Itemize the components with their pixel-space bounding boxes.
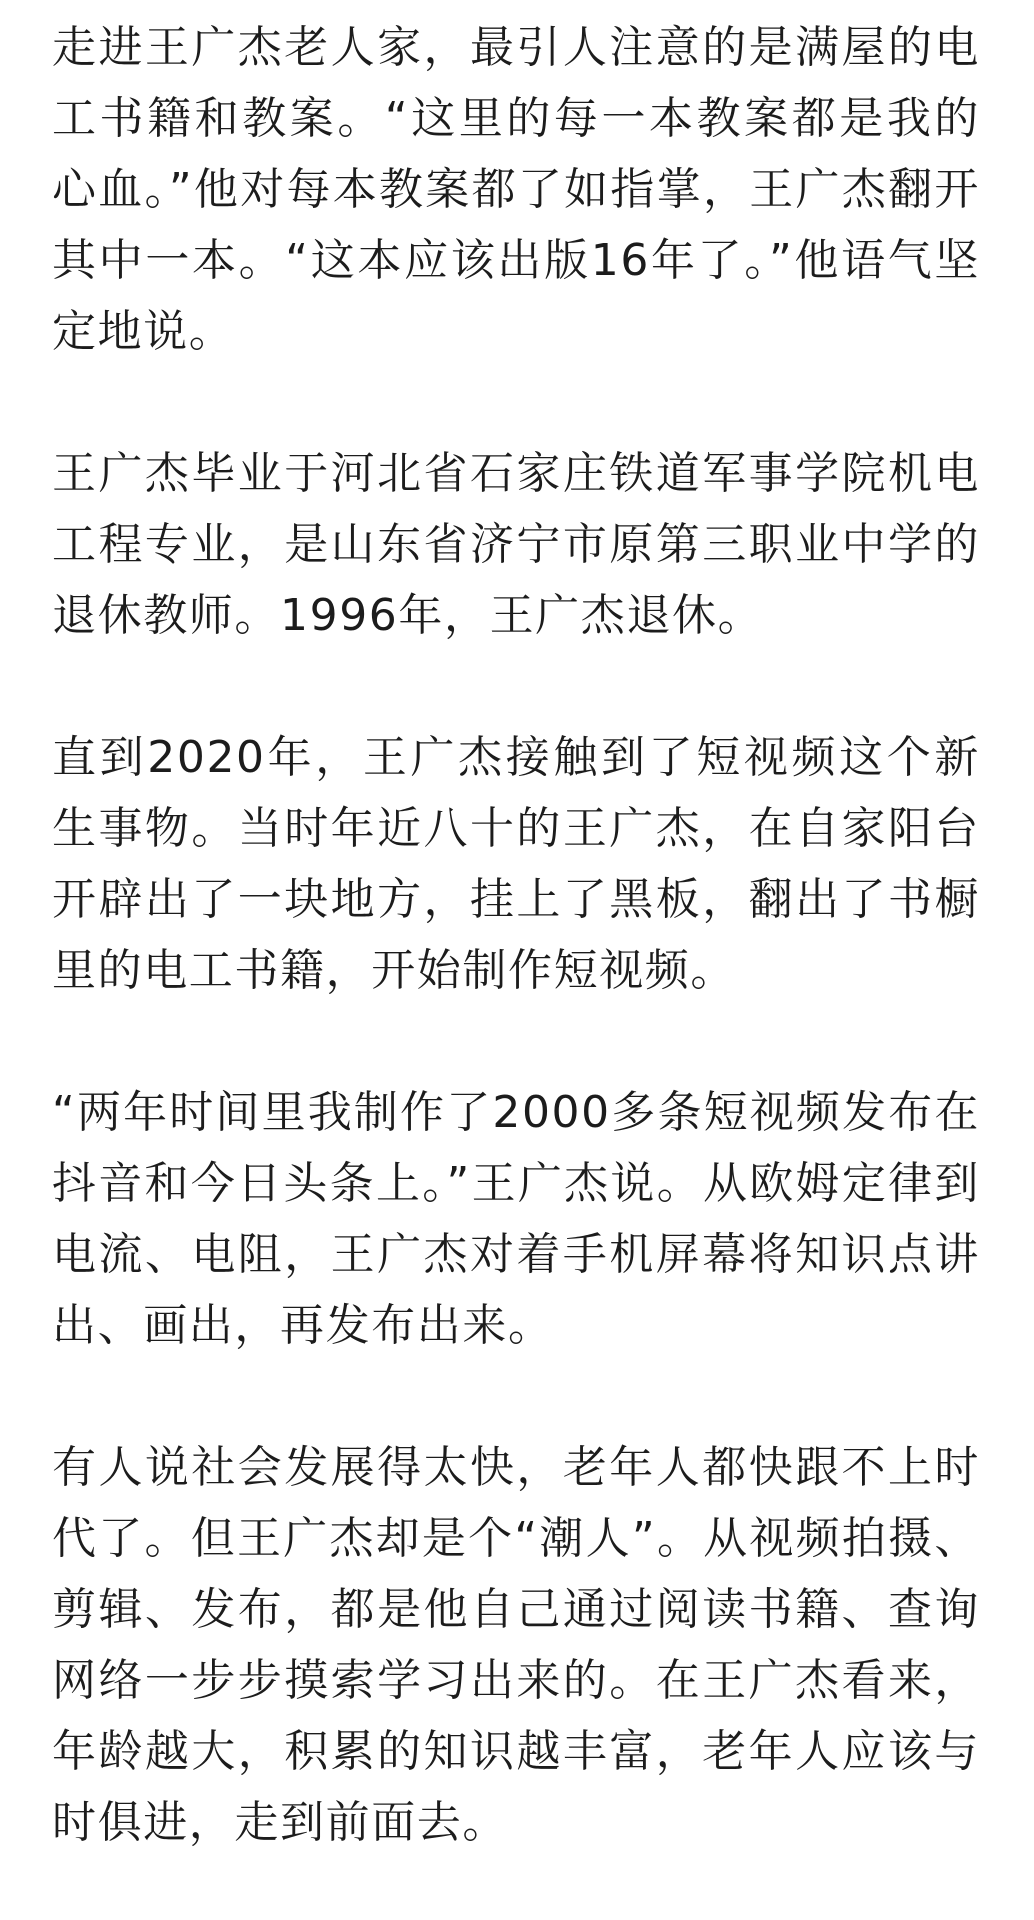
paragraph-video-count: “两年时间里我制作了2000多条短视频发布在抖音和今日头条上。”王广杰说。从欧姆定律到电流、电阻，王广杰对着手机屏幕将知识点讲出、画出，再发布出来。	[52, 1087, 980, 1351]
paragraph-keeping-up: 有人说社会发展得太快，老年人都快跟不上时代了。但王广杰却是个“潮人”。从视频拍摄、剪辑、发布，都是他自己通过阅读书籍、查询网络一步步摸索学习出来的。在王广杰看来，年龄越大，积累的知识越丰富，老年人应该与时俱进，走到前面去。	[52, 1442, 980, 1848]
article-body	[52, 12, 980, 1858]
paragraph-short-video-start: 直到2020年，王广杰接触到了短视频这个新生事物。当时年近八十的王广杰，在自家阳台开辟出了一块地方，挂上了黑板，翻出了书橱里的电工书籍，开始制作短视频。	[52, 732, 980, 996]
paragraph-background: 王广杰毕业于河北省石家庄铁道军事学院机电工程专业，是山东省济宁市原第三职业中学的退休教师。1996年，王广杰退休。	[52, 448, 980, 641]
paragraph-intro: 走进王广杰老人家，最引人注意的是满屋的电工书籍和教案。“这里的每一本教案都是我的心血。”他对每本教案都了如指掌，王广杰翻开其中一本。“这本应该出版16年了。”他语气坚定地说。	[52, 22, 980, 357]
